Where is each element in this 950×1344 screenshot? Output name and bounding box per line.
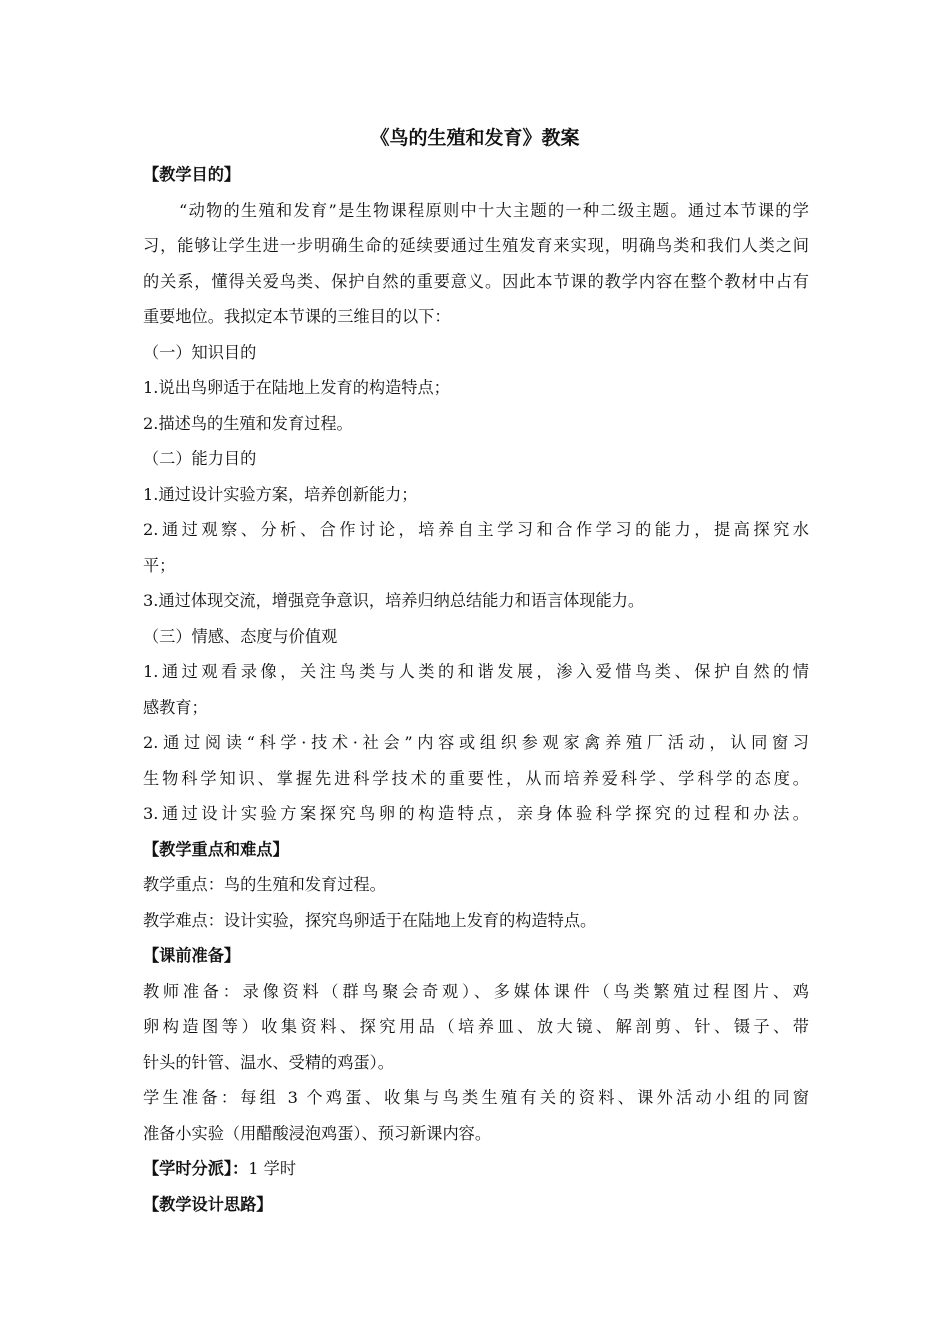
section-heading <box>143 1151 809 1187</box>
paragraph-line: 生物科学知识、掌握先进科学技术的重要性，从而培养爱科学、学科学的态度。 <box>143 768 809 788</box>
paragraph-line: 习，能够让学生进一步明确生命的延续要通过生殖发育来实现，明确鸟类和我们人类之间 <box>143 236 809 255</box>
paragraph-line: 2.通过阅读“科学·技术·社会”内容或组织参观家禽养殖厂活动，认同窗习 <box>143 733 809 752</box>
section-heading-value: 1 学时 <box>248 1159 297 1178</box>
paragraph-line: 感教育； <box>143 697 208 717</box>
section-heading <box>143 157 809 193</box>
paragraph-line: 重要地位。我拟定本节课的三维目的以下： <box>143 307 451 326</box>
paragraph-line: 卵构造图等）收集资料、探究用品（培养皿、放大镜、解剖剪、针、镊子、带 <box>143 1017 809 1036</box>
paragraph-line: 教师准备：录像资料（群鸟聚会奇观）、多媒体课件（鸟类繁殖过程图片、鸡 <box>143 981 809 1001</box>
paragraph-line: （三）情感、态度与价值观 <box>143 626 338 646</box>
section-heading-text: 【学时分派】： <box>143 1159 249 1178</box>
section-heading-text: 【教学目的】 <box>143 165 241 184</box>
paragraph-line: 学生准备：每组 3 个鸡蛋、收集与鸟类生殖有关的资料、课外活动小组的同窗 <box>143 1088 809 1107</box>
paragraph-line: 3.通过体现交流，增强竞争意识，培养归纳总结能力和语言体现能力。 <box>143 591 645 610</box>
paragraph-line: 1.说出鸟卵适于在陆地上发育的构造特点； <box>143 378 450 397</box>
paragraph-line: 教学难点：设计实验，探究鸟卵适于在陆地上发育的构造特点。 <box>143 910 597 930</box>
paragraph-line: 1.通过设计实验方案，培养创新能力； <box>143 484 418 504</box>
paragraph-line: 1.通过观看录像，关注鸟类与人类的和谐发展，渗入爱惜鸟类、保护自然的情 <box>143 662 809 681</box>
paragraph-line: “动物的生殖和发育”是生物课程原则中十大主题的一种二级主题。通过本节课的学 <box>179 200 809 220</box>
paragraph-line: 平； <box>143 555 176 575</box>
section-heading <box>143 938 809 974</box>
document-body <box>143 157 809 1222</box>
paragraph-line: （一）知识目的 <box>143 342 257 362</box>
section-heading <box>143 1187 809 1223</box>
paragraph-line: 2.描述鸟的生殖和发育过程。 <box>143 413 353 433</box>
section-heading-text: 【教学设计思路】 <box>143 1194 273 1214</box>
paragraph-line: 针头的针管、温水、受精的鸡蛋）。 <box>143 1052 394 1072</box>
paragraph-line: 2.通过观察、分析、合作讨论，培养自主学习和合作学习的能力，提高探究水 <box>143 520 809 539</box>
paragraph-line: 的关系，懂得关爱鸟类、保护自然的重要意义。因此本节课的教学内容在整个教材中占有 <box>143 271 809 291</box>
paragraph-line: （二）能力目的 <box>143 449 257 468</box>
paragraph-line: 3.通过设计实验方案探究鸟卵的构造特点，亲身体验科学探究的过程和办法。 <box>143 804 809 823</box>
section-heading <box>143 832 809 868</box>
section-heading-text: 【教学重点和难点】 <box>143 839 289 859</box>
paragraph-line: 准备小实验（用醋酸浸泡鸡蛋）、预习新课内容。 <box>143 1123 492 1143</box>
document-title: 《鸟的生殖和发育》教案 <box>370 127 580 149</box>
section-heading-text: 【课前准备】 <box>143 946 241 965</box>
paragraph-line: 教学重点：鸟的生殖和发育过程。 <box>143 875 386 894</box>
